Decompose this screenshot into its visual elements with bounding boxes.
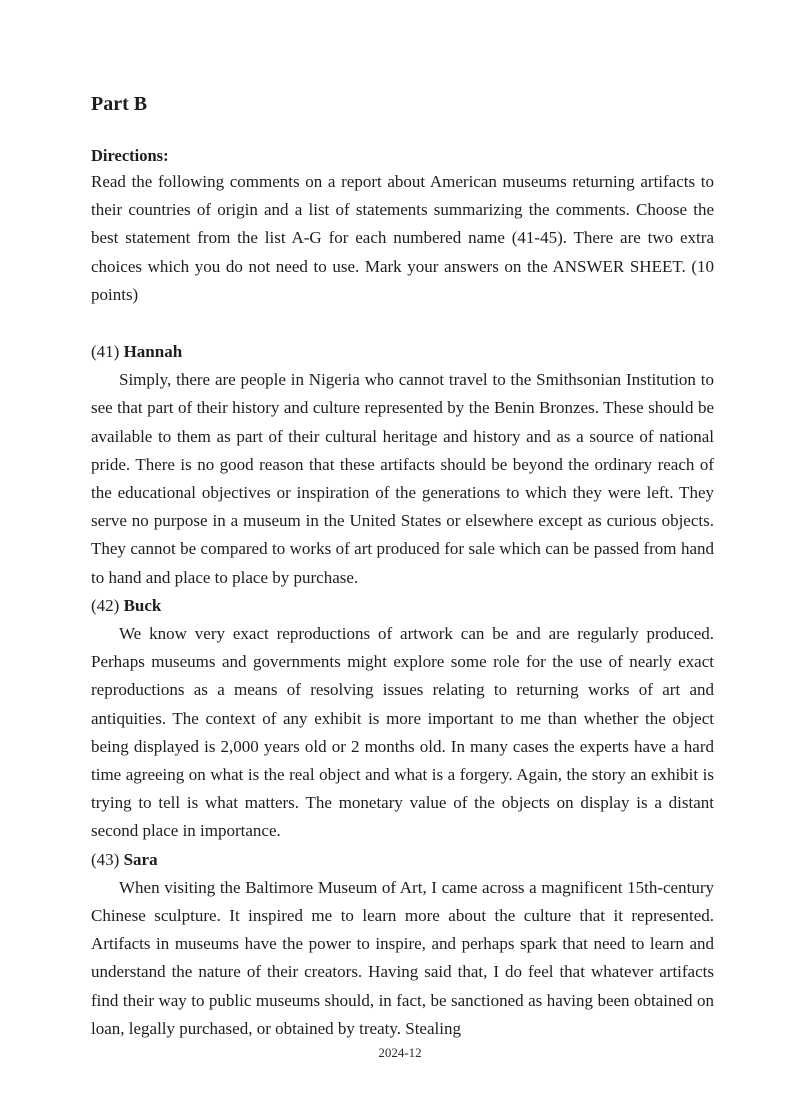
commenter-name: Hannah [123,342,183,361]
comment-text: When visiting the Baltimore Museum of Art, I came across a magnificent 15th-century Chinese sculpture. It inspired me to learn more about the culture that it represented. Artifacts in museums have the power to inspire, and perhaps spark that need to learn and understand the nature of their creators. Having said that, I do feel that whatever artifacts find their way to public museums should, in fact, be sanctioned as having been obtained on loan, legally purchased, or obtained by treaty. Stealing [91,877,714,1038]
directions-text: Read the following comments on a report about American museums returning artifacts to their countries of origin and a list of statements summarizing the comments. Choose the best statement from the list A-G for each numbered name (41-45). There are two extra choices which you do not need to use. Mark your answers on the ANSWER SHEET. (10 points) [91,172,714,304]
comment-header [91,592,714,620]
comment-text: Simply, there are people in Nigeria who cannot travel to the Smithsonian Institution to see that part of their history and culture represented by the Benin Bronzes. These should be available to them as part of their cultural heritage and history and as a source of national pride. There is no good reason that these artifacts should be beyond the ordinary reach of the educational objectives or inspiration of the generations to which they were left. They serve no purpose in a museum in the United States or elsewhere except as curious objects. They cannot be compared to works of art produced for sale which can be passed from hand to hand and place to place by purchase. [91,370,714,587]
comment-number: (43) [91,849,120,869]
comment-number: (42) [91,595,120,615]
comment-header [91,338,714,366]
page-number: 2024-12 [378,1045,422,1060]
part-title: Part B [91,93,148,115]
directions-heading: Directions: [91,146,169,165]
comment-text: We know very exact reproductions of artwork can be and are regularly produced. Perhaps museums and governments might explore some role for the use of nearly exact reproductions as a means of resolving issues relating to returning works of art and antiquities. The context of any exhibit is more important to me than whether the object being displayed is 2,000 years old or 2 months old. In many cases the experts have a hard time agreeing on what is the real object and what is a forgery. Again, the story an exhibit is trying to tell is what matters. The monetary value of the objects on display is a distant second place in importance. [91,624,714,841]
comment-41 [91,338,714,592]
comments-list [91,338,714,1043]
comment-header [91,846,714,874]
comment-number: (41) [91,342,120,361]
comment-42 [91,592,714,846]
commenter-name: Sara [123,849,158,869]
comment-43 [91,846,714,1043]
commenter-name: Buck [123,595,162,615]
